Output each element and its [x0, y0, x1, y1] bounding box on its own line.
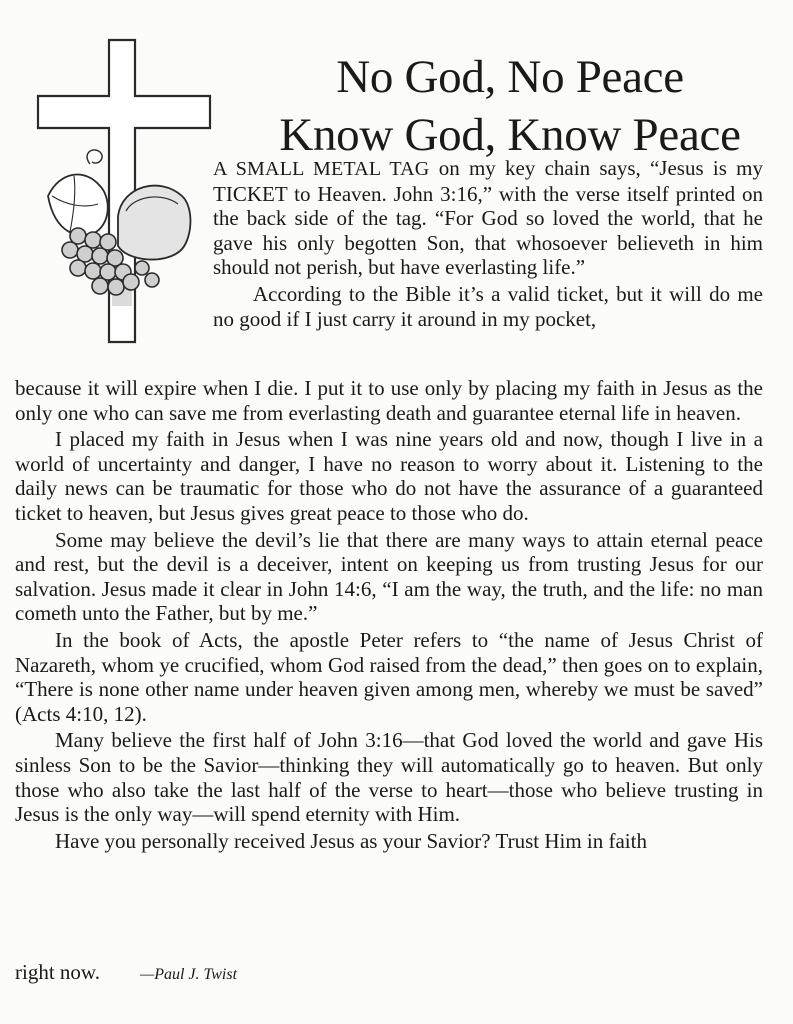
paragraph-1-text: on my key chain says, “Jesus is my TICKET to Heaven. John 3:16,” with the verse itself printed on the back side of the tag. “For God so loved the world, that he gave his only begotten Son, that whosoever believeth in him should not perish, but have everlasting life.”: [213, 156, 763, 280]
paragraph-1: [213, 156, 763, 280]
author-signature: —Paul J. Twist: [139, 966, 238, 983]
closing-text: right now.: [15, 960, 100, 984]
page-title: [240, 48, 780, 164]
paragraph-2-bottom: because it will expire when I die. I put it to use only by placing my faith in Jesus as the only one who can save me from everlasting death and guarantee eternal life in heaven.: [15, 376, 763, 425]
article-body: [15, 376, 763, 853]
title-line-2: Know God, Know Peace: [279, 109, 741, 161]
cross-with-bread-and-grapes-icon: [30, 36, 220, 348]
paragraph-3: I placed my faith in Jesus when I was nine years old and now, though I live in a world of uncertainty and danger, I have no reason to worry about it. Listening to the daily news can be traumatic for those who do not have the assurance of a guaranteed ticket to heaven, but Jesus gives great peace to those who do.: [15, 427, 763, 525]
paragraph-5: In the book of Acts, the apostle Peter refers to “the name of Jesus Christ of Nazareth, whom ye crucified, whom God raised from the dead,” then goes on to explain, “There is none other name under heaven given among men, whereby we must be saved” (Acts 4:10, 12).: [15, 627, 763, 726]
paragraph-7: Have you personally received Jesus as your Savior? Trust Him in faith: [55, 828, 647, 853]
paragraph-4: Some may believe the devil’s lie that there are many ways to attain eternal peace and rest, but the devil is a deceiver, intent on keeping us from trusting Jesus for our salvation. Jesus made it clear in John 14:6, “I am the way, the truth, and the life: no man cometh unto the Father, but by me.”: [15, 527, 763, 626]
closing-line: [15, 960, 763, 988]
title-line-1: No God, No Peace: [336, 51, 684, 103]
paragraph-2-top: According to the Bible it’s a valid ticket, but it will do me no good if I just carry it around in my pocket,: [213, 281, 763, 331]
paragraph-6: Many believe the first half of John 3:16—that God loved the world and gave His sinless Son to be the Savior—thinking they will automatically go to heaven. But only those who also take the last half of the verse to heart—those who believe trusting in Jesus is the only way—will spend eternity with Him.: [15, 728, 763, 827]
article-intro: [213, 156, 763, 331]
paragraph-1-lead: A SMALL METAL TAG: [213, 158, 430, 180]
